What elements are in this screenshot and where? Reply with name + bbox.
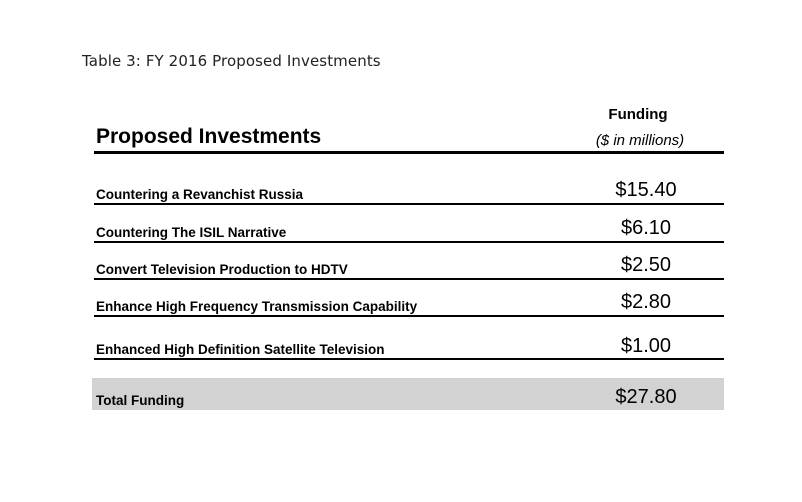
row-value: $2.50 <box>620 254 672 276</box>
row-divider <box>94 358 724 360</box>
row-divider <box>94 241 724 243</box>
row-label: Countering a Revanchist Russia <box>96 187 304 202</box>
row-value: $2.80 <box>620 291 672 313</box>
row-value: $1.00 <box>620 335 672 357</box>
row-divider <box>94 278 724 280</box>
total-value: $27.80 <box>615 386 677 408</box>
row-label: Enhance High Frequency Transmission Capability <box>96 299 418 314</box>
row-divider <box>94 315 724 317</box>
row-label: Countering The ISIL Narrative <box>96 225 287 240</box>
total-label: Total Funding <box>96 393 185 408</box>
funding-column-header: Funding <box>608 106 668 123</box>
header-rule <box>94 151 724 154</box>
row-value: $15.40 <box>615 179 677 201</box>
row-label: Enhanced High Definition Satellite Television <box>96 342 385 357</box>
table-caption: Table 3: FY 2016 Proposed Investments <box>82 52 381 70</box>
row-divider <box>94 203 724 205</box>
investments-column-header: Proposed Investments <box>96 125 322 148</box>
row-label: Convert Television Production to HDTV <box>96 262 348 277</box>
row-value: $6.10 <box>620 217 672 239</box>
funding-unit-label: ($ in millions) <box>595 132 685 149</box>
